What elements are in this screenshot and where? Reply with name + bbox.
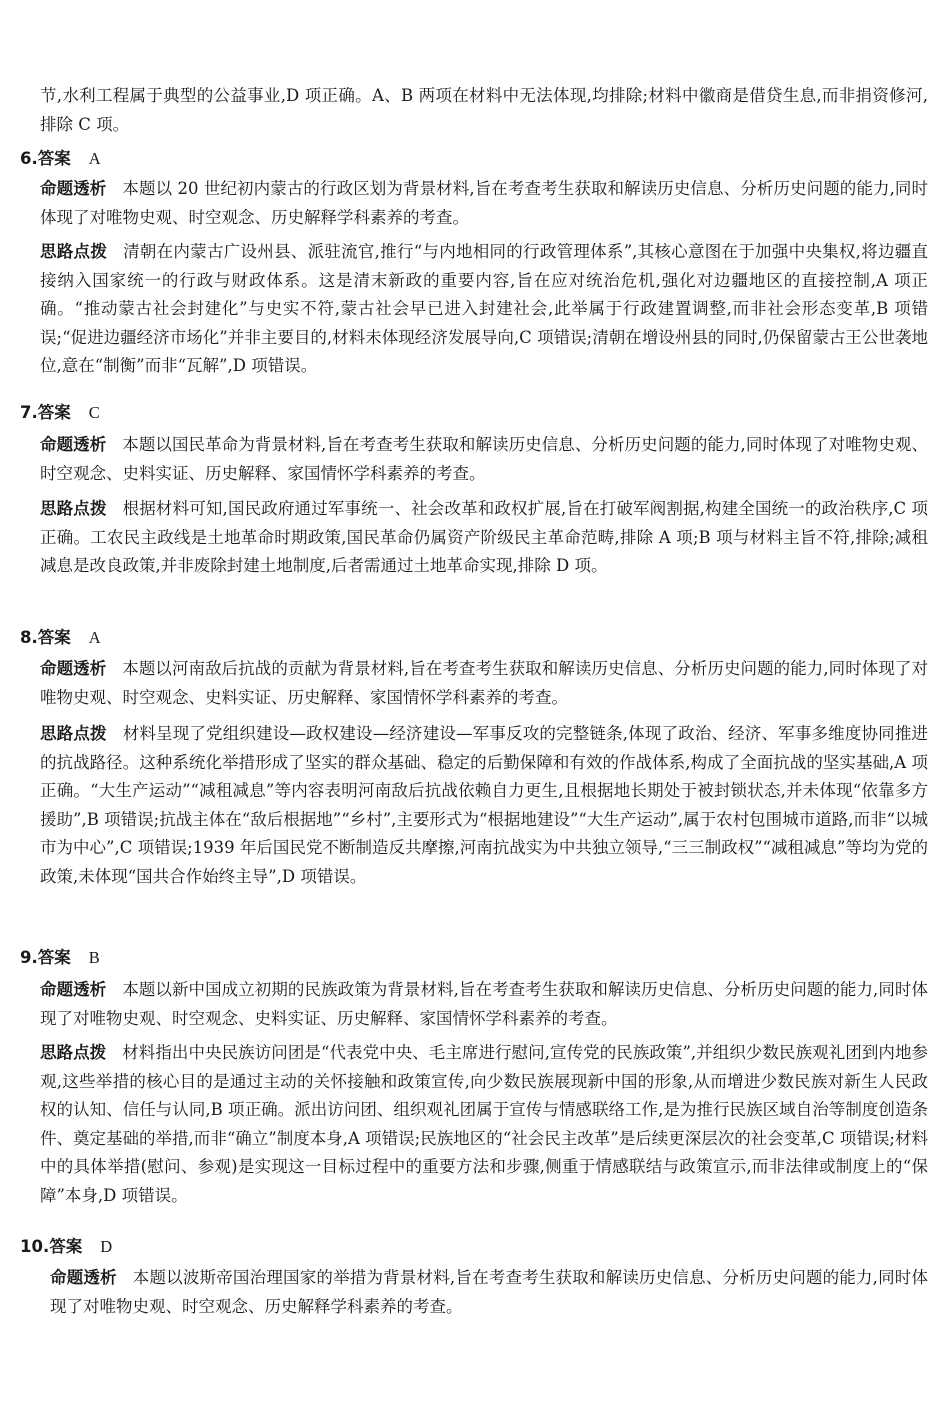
question-7-answer-line [20, 399, 100, 428]
answer-label: 答案 [49, 1237, 83, 1256]
intent-label: 命题透析 [40, 980, 107, 999]
intro-paragraph: 节,水利工程属于典型的公益事业,D 项正确。A、B 两项在材料中无法体现,均排除;材料中徽商是借贷生息,而非捐资修河,排除 C 项。 [40, 86, 928, 134]
question-number: 8. [20, 628, 38, 647]
intent-text: 本题以新中国成立初期的民族政策为背景材料,旨在考查考生获取和解读历史信息、分析历史问题的能力,同时体现了对唯物史观、时空观念、史料实证、历史解释、家国情怀学科素养的考查。 [40, 980, 928, 1028]
question-6-answer-line [20, 145, 101, 174]
intent-label: 命题透析 [40, 659, 107, 678]
question-number: 6. [20, 149, 38, 168]
question-7-intent [40, 431, 928, 488]
intent-label: 命题透析 [50, 1268, 117, 1287]
analysis-text: 根据材料可知,国民政府通过军事统一、社会改革和政权扩展,旨在打破军阀割据,构建全国统一的政治秩序,C 项正确。工农民主政线是土地革命时期政策,国民革命仍属资产阶级民主革命范畴,排除 A 项;B 项与材料主旨不符,排除;减租减息是改良政策,并非废除封建土地制度,后者需通过土地革命实现,排除 D 项。 [40, 499, 929, 576]
answer-letter: B [88, 948, 100, 967]
answer-letter: C [88, 403, 100, 422]
analysis-label: 思路点拨 [40, 499, 107, 518]
question-9-intent [40, 976, 928, 1033]
intent-label: 命题透析 [40, 435, 107, 454]
intent-text: 本题以 20 世纪初内蒙古的行政区划为背景材料,旨在考查考生获取和解读历史信息、分析历史问题的能力,同时体现了对唯物史观、时空观念、历史解释学科素养的考查。 [40, 179, 929, 227]
answer-label: 答案 [37, 628, 71, 647]
answer-label: 答案 [37, 149, 71, 168]
question-10-answer-line [20, 1233, 112, 1262]
answer-letter: A [88, 149, 101, 168]
question-10-intent [50, 1264, 928, 1321]
answer-letter: D [100, 1237, 113, 1256]
analysis-text: 材料指出中央民族访问团是“代表党中央、毛主席进行慰问,宣传党的民族政策”,并组织少数民族观礼团到内地参观,这些举措的核心目的是通过主动的关怀接触和政策宣传,向少数民族展现新中国的形象,从而增进少数民族对新生人民政权的认知、信任与认同,B 项正确。派出访问团、组织观礼团属于宣传与情感联络工作,是为推行民族区域自治等制度创造条件、奠定基础的举措,而非“确立”制度本身,A 项错误;民族地区的“社会民主改革”是后续更深层次的社会变革,C 项错误;材料中的具体举措(慰问、参观)是实现这一目标过程中的重要方法和步骤,侧重于情感联结与政策宣示,而非法律或制度上的“保障”本身,D 项错误。 [40, 1043, 928, 1205]
question-6-analysis [40, 238, 928, 381]
question-number: 7. [20, 403, 38, 422]
question-number: 10. [20, 1237, 50, 1256]
question-8-answer-line [20, 624, 101, 653]
question-7-analysis [40, 495, 928, 581]
answer-label: 答案 [37, 403, 71, 422]
question-8-analysis [40, 720, 928, 892]
question-9-answer-line [20, 944, 100, 973]
intent-text: 本题以国民革命为背景材料,旨在考查考生获取和解读历史信息、分析历史问题的能力,同时体现了对唯物史观、时空观念、史料实证、历史解释、家国情怀学科素养的考查。 [40, 435, 928, 483]
intent-label: 命题透析 [40, 179, 107, 198]
intent-text: 本题以河南敌后抗战的贡献为背景材料,旨在考查考生获取和解读历史信息、分析历史问题的能力,同时体现了对唯物史观、时空观念、史料实证、历史解释、家国情怀学科素养的考查。 [40, 659, 928, 707]
question-9-analysis [40, 1039, 928, 1211]
analysis-text: 清朝在内蒙古广设州县、派驻流官,推行“与内地相同的行政管理体系”,其核心意图在于加强中央集权,将边疆直接纳入国家统一的行政与财政体系。这是清末新政的重要内容,旨在应对统治危机,强化对边疆地区的直接控制,A 项正确。“推动蒙古社会封建化”与史实不符,蒙古社会早已进入封建社会,此举属于行政建置调整,而非社会形态变革,B 项错误;“促进边疆经济市场化”并非主要目的,材料未体现经济发展导向,C 项错误;清朝在增设州县的同时,仍保留蒙古王公世袭地位,意在“制衡”而非“瓦解”,D 项错误。 [40, 242, 929, 376]
answer-label: 答案 [37, 948, 71, 967]
question-number: 9. [20, 948, 38, 967]
analysis-label: 思路点拨 [40, 724, 107, 743]
analysis-label: 思路点拨 [40, 242, 108, 261]
question-8-intent [40, 655, 928, 712]
answer-letter: A [88, 628, 101, 647]
analysis-label: 思路点拨 [40, 1043, 107, 1062]
analysis-text: 材料呈现了党组织建设—政权建设—经济建设—军事反攻的完整链条,体现了政治、经济、军事多维度协同推进的抗战路径。这种系统化举措形成了坚实的群众基础、稳定的后勤保障和有效的作战体系,构成了全面抗战的坚实基础,A 项正确。“大生产运动”“减租减息”等内容表明河南敌后抗战依赖自力更生,且根据地长期处于被封锁状态,并未体现“依靠多方援助”,B 项错误;抗战主体在“敌后根据地”“乡村”,主要形式为“根据地建设”“大生产运动”,属于农村包围城市道路,而非“以城市为中心”,C 项错误;1939 年后国民党不断制造反共摩擦,河南抗战实为中共独立领导,“三三制政权”“减租减息”等均为党的政策,未体现“国共合作始终主导”,D 项错误。 [40, 724, 929, 886]
question-6-intent [40, 175, 928, 232]
intent-text: 本题以波斯帝国治理国家的举措为背景材料,旨在考查考生获取和解读历史信息、分析历史问题的能力,同时体现了对唯物史观、时空观念、历史解释学科素养的考查。 [50, 1268, 929, 1316]
